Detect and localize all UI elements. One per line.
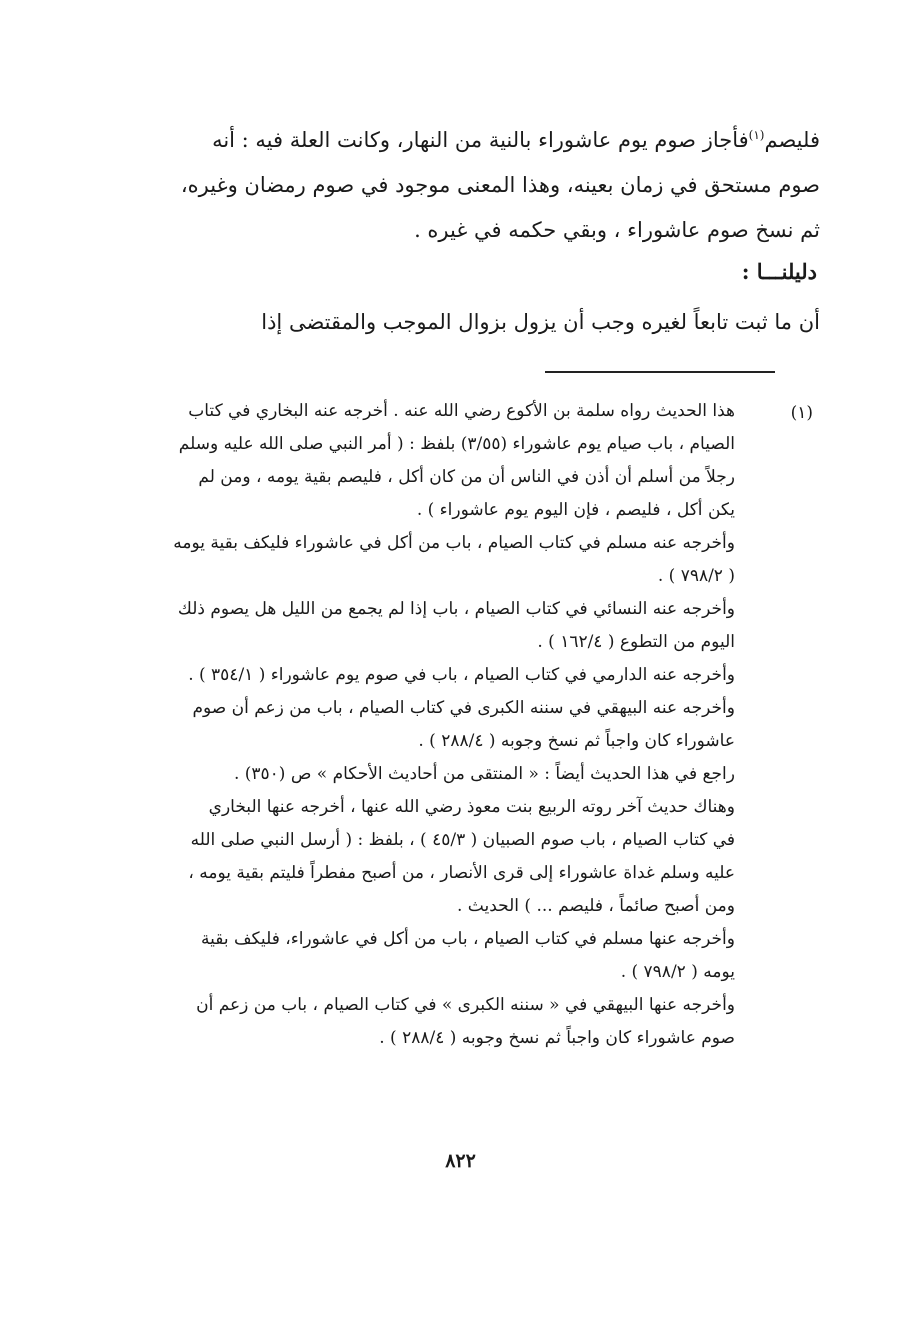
argument-line-1: أن ما ثبت تابعاً لغيره وجب أن يزول بزوال الموجب والمقتضى إذا: [261, 310, 820, 334]
footnote-line: يكن أكل ، فليصم ، فإن اليوم يوم عاشوراء ) .: [416, 500, 735, 520]
main-line-2-text: صوم مستحق في زمان بعينه، وهذا المعنى موجود في صوم رمضان وغيره،: [180, 173, 820, 197]
main-line-2: [130, 163, 820, 208]
main-line-1-rest: فأجاز صوم يوم عاشوراء بالنية من النهار، وكانت العلة فيه : أنه: [212, 128, 749, 152]
footnote-line: صوم عاشوراء كان واجباً ثم نسخ وجوبه ( ٢٨٨/٤ ) .: [379, 1028, 735, 1048]
footnote-line: اليوم من التطوع ( ١٦٢/٤ ) .: [537, 632, 735, 652]
main-paragraph: [130, 118, 820, 253]
footnote-line: عليه وسلم غداة عاشوراء إلى قرى الأنصار ، من أصبح مفطراً فليتم بقية يومه ،: [188, 863, 735, 883]
footnote-line: رجلاً من أسلم أن أذن في الناس أن من كان أكل ، فليصم بقية يومه ، ومن لم: [198, 467, 735, 487]
footnote-line: هذا الحديث رواه سلمة بن الأكوع رضي الله عنه . أخرجه عنه البخاري في كتاب: [188, 401, 735, 421]
footnote-line: راجع في هذا الحديث أيضاً : « المنتقى من أحاديث الأحكام » ص (٣٥٠) .: [233, 764, 735, 784]
footnote-separator: [545, 371, 775, 373]
footnote-line: وأخرجه عنها مسلم في كتاب الصيام ، باب من أكل في عاشوراء، فليكف بقية: [200, 929, 735, 949]
footnote-line: وأخرجه عنه النسائي في كتاب الصيام ، باب إذا لم يجمع من الليل هل يصوم ذلك: [177, 599, 735, 619]
footnote-line: وأخرجه عنه البيهقي في سننه الكبرى في كتاب الصيام ، باب من زعم أن صوم: [192, 698, 735, 718]
footnote-block: [135, 395, 735, 1055]
main-line-1: [130, 118, 820, 163]
main-line-1-start: فليصم: [764, 128, 820, 152]
footnote-line: الصيام ، باب صيام يوم عاشوراء (٣/٥٥) بلفظ : ( أمر النبي صلى الله عليه وسلم: [178, 434, 735, 454]
main-line-3: [130, 208, 820, 253]
footnote-line: وأخرجه عنه الدارمي في كتاب الصيام ، باب في صوم يوم عاشوراء ( ٣٥٤/١ ) .: [188, 665, 735, 685]
page-number: ٨٢٢: [445, 1150, 476, 1172]
footnote-line: عاشوراء كان واجباً ثم نسخ وجوبه ( ٢٨٨/٤ ) .: [418, 731, 735, 751]
footnote-line: ومن أصبح صائماً ، فليصم ... ) الحديث .: [456, 896, 735, 916]
footnote-line: وأخرجه عنه مسلم في كتاب الصيام ، باب من أكل في عاشوراء فليكف بقية يومه: [173, 533, 735, 553]
main-line-3-text: ثم نسخ صوم عاشوراء ، وبقي حكمه في غيره .: [414, 218, 820, 242]
argument-paragraph: [130, 300, 820, 345]
footnote-number: (١): [790, 403, 813, 423]
footnote-reference[interactable]: (١): [748, 128, 765, 142]
section-heading: دليلنـــا :: [741, 259, 817, 284]
footnote-line: في كتاب الصيام ، باب صوم الصبيان ( ٤٥/٣ ) ، بلفظ : ( أرسل النبي صلى الله: [190, 830, 735, 850]
footnote-line: وأخرجه عنها البيهقي في « سننه الكبرى » في كتاب الصيام ، باب من زعم أن: [196, 995, 735, 1015]
footnote-line: يومه ( ٧٩٨/٢ ) .: [620, 962, 735, 982]
footnote-line: وهناك حديث آخر روته الربيع بنت معوذ رضي الله عنها ، أخرجه عنها البخاري: [208, 797, 735, 817]
footnote-line: ( ٧٩٨/٢ ) .: [657, 566, 735, 586]
